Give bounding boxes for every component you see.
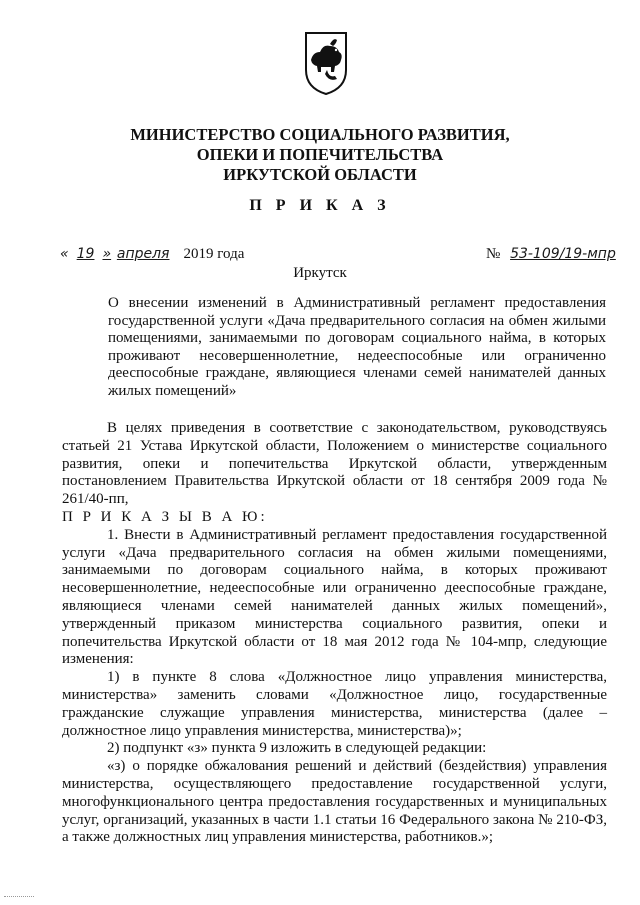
scan-mark <box>4 896 34 899</box>
document-title: П Р И К А З <box>249 197 391 214</box>
city: Иркутск <box>293 265 347 281</box>
irkutsk-coat-of-arms-icon <box>303 30 349 96</box>
order-body <box>62 420 607 847</box>
subitem-1-paragraph: 1) в пункте 8 слова «Должностное лицо управления министерства, министерства» заменить словами «Должностное лицо, государственные гражданские служащие управления министерства, министерства (далее – должностное лицо управления министерства, министерства)»; <box>62 669 607 739</box>
date-year: 2019 года <box>183 246 245 262</box>
preamble-paragraph: В целях приведения в соответствие с законодательством, руководствуясь статьей 21 Устава Иркутской области, Положением о министерстве социального развития, опеки и попечительства Иркутской области, утвержденным постановлением Правительства Иркутской области от 18 сентября 2009 года № 261/40-пп, <box>62 420 607 508</box>
date-close-quote: » <box>102 246 112 262</box>
ministry-name-line-2: ОПЕКИ И ПОПЕЧИТЕЛЬСТВА <box>196 145 444 164</box>
number-value: 53-109/19-мпр <box>510 246 616 262</box>
subitem-2-paragraph: 2) подпункт «з» пункта 9 изложить в следующей редакции: <box>107 740 487 757</box>
orders-heading: П Р И К А З Ы В А Ю: <box>62 508 268 525</box>
order-date <box>60 246 244 263</box>
number-prefix: № <box>486 246 501 262</box>
date-month: апреля <box>116 246 170 262</box>
date-day: 19 <box>76 246 95 262</box>
order-number <box>486 246 616 263</box>
subitem-2-text-paragraph: «з) о порядке обжалования решений и действий (бездействия) управления министерства, осуществляющего предоставление государственной услуги, многофункционального центра предоставления государственных и муниципальных услуг, организаций, указанных в части 1.1 статьи 16 Федерального закона № 210-ФЗ, а также должностных лиц управления министерства, работников.»; <box>62 758 607 846</box>
date-open-quote: « <box>60 246 69 262</box>
ministry-name-line-3: ИРКУТСКОЙ ОБЛАСТИ <box>223 165 417 184</box>
item-1-paragraph: 1. Внести в Административный регламент предоставления государственной услуги «Дача предварительного согласия на обмен жилыми помещениями, занимаемыми по договорам социального найма, в которых проживают несовершеннолетние, недееспособные или ограниченно дееспособные граждане, являющиеся членами семей нанимателей данных жилых помещений», утвержденный приказом министерства социального развития, опеки и попечительства Иркутской области от 18 мая 2012 года № 104-мпр, следующие изменения: <box>62 526 607 668</box>
order-subject: О внесении изменений в Административный регламент предоставления государственной услуги «Дача предварительного согласия на обмен жилыми помещениями, занимаемыми по договорам социального найма, в которых проживают несовершеннолетние, недееспособные или ограниченно дееспособные граждане, являющиеся членами семей нанимателей данных жилых помещений» <box>108 295 606 399</box>
ministry-name-line-1: МИНИСТЕРСТВО СОЦИАЛЬНОГО РАЗВИТИЯ, <box>130 125 510 144</box>
